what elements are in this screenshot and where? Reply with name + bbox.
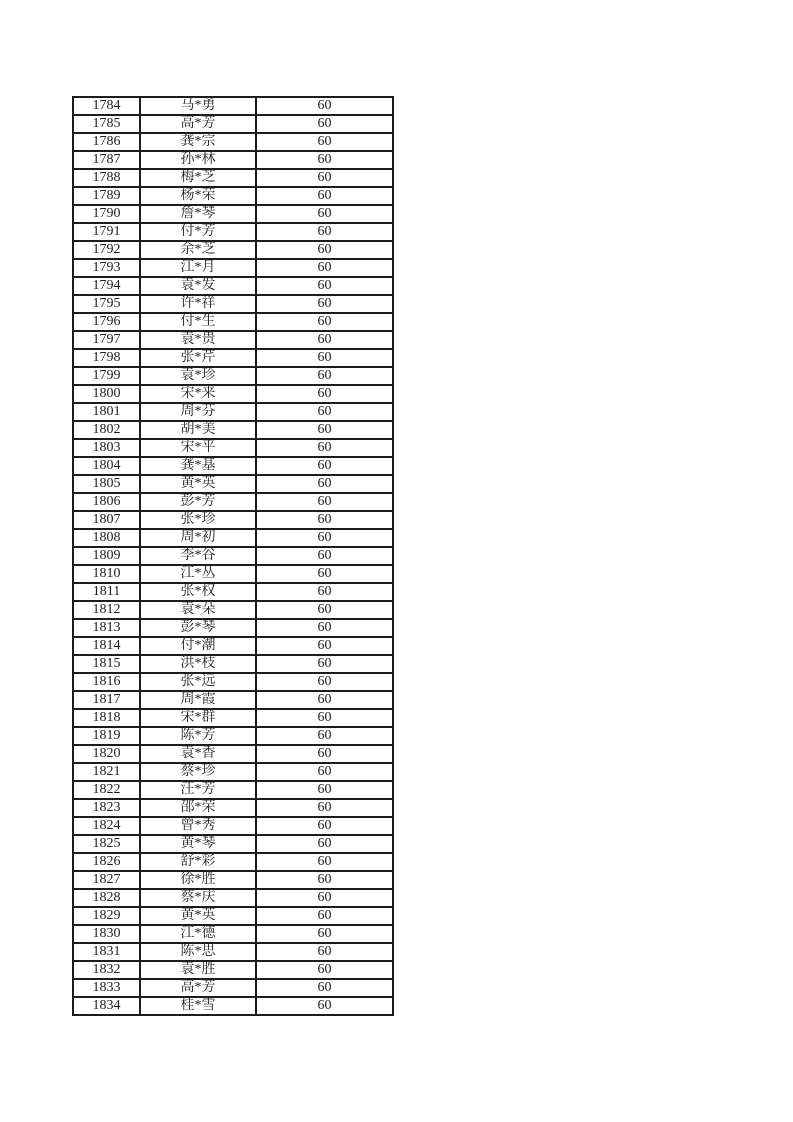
row-number-cell: 1807 <box>73 511 140 529</box>
name-cell: 黄*英 <box>140 907 256 925</box>
table-row <box>73 421 393 439</box>
table-row <box>73 439 393 457</box>
score-cell: 60 <box>256 979 393 997</box>
score-cell: 60 <box>256 115 393 133</box>
row-number-cell: 1815 <box>73 655 140 673</box>
score-cell: 60 <box>256 169 393 187</box>
table-row <box>73 133 393 151</box>
name-cell: 张*权 <box>140 583 256 601</box>
name-cell: 龚*基 <box>140 457 256 475</box>
table-row <box>73 313 393 331</box>
score-cell: 60 <box>256 637 393 655</box>
table-row <box>73 727 393 745</box>
row-number-cell: 1795 <box>73 295 140 313</box>
score-cell: 60 <box>256 709 393 727</box>
score-cell: 60 <box>256 691 393 709</box>
table-row <box>73 781 393 799</box>
table-row <box>73 655 393 673</box>
name-cell: 宋*群 <box>140 709 256 727</box>
row-number-cell: 1792 <box>73 241 140 259</box>
score-cell: 60 <box>256 349 393 367</box>
table-row <box>73 979 393 997</box>
score-cell: 60 <box>256 151 393 169</box>
score-cell: 60 <box>256 421 393 439</box>
table-row <box>73 151 393 169</box>
score-cell: 60 <box>256 331 393 349</box>
score-cell: 60 <box>256 853 393 871</box>
score-cell: 60 <box>256 241 393 259</box>
row-number-cell: 1784 <box>73 97 140 115</box>
score-cell: 60 <box>256 403 393 421</box>
name-cell: 袁*香 <box>140 745 256 763</box>
score-cell: 60 <box>256 871 393 889</box>
score-cell: 60 <box>256 529 393 547</box>
score-cell: 60 <box>256 727 393 745</box>
score-table-body <box>73 97 393 1015</box>
table-row <box>73 745 393 763</box>
table-row <box>73 241 393 259</box>
table-row <box>73 961 393 979</box>
name-cell: 宋*平 <box>140 439 256 457</box>
table-row <box>73 853 393 871</box>
table-row <box>73 997 393 1015</box>
name-cell: 周*初 <box>140 529 256 547</box>
name-cell: 高*芳 <box>140 115 256 133</box>
row-number-cell: 1827 <box>73 871 140 889</box>
name-cell: 高*芳 <box>140 979 256 997</box>
row-number-cell: 1816 <box>73 673 140 691</box>
table-row <box>73 295 393 313</box>
table-row <box>73 691 393 709</box>
table-row <box>73 367 393 385</box>
score-cell: 60 <box>256 385 393 403</box>
name-cell: 孙*林 <box>140 151 256 169</box>
row-number-cell: 1805 <box>73 475 140 493</box>
table-row <box>73 115 393 133</box>
score-cell: 60 <box>256 907 393 925</box>
table-row <box>73 493 393 511</box>
score-cell: 60 <box>256 475 393 493</box>
row-number-cell: 1821 <box>73 763 140 781</box>
row-number-cell: 1833 <box>73 979 140 997</box>
score-cell: 60 <box>256 925 393 943</box>
table-row <box>73 943 393 961</box>
name-cell: 彭*芳 <box>140 493 256 511</box>
name-cell: 陈*芳 <box>140 727 256 745</box>
score-cell: 60 <box>256 745 393 763</box>
table-row <box>73 565 393 583</box>
table-row <box>73 457 393 475</box>
row-number-cell: 1828 <box>73 889 140 907</box>
table-row <box>73 889 393 907</box>
score-cell: 60 <box>256 277 393 295</box>
score-cell: 60 <box>256 313 393 331</box>
row-number-cell: 1797 <box>73 331 140 349</box>
row-number-cell: 1820 <box>73 745 140 763</box>
name-cell: 周*芬 <box>140 403 256 421</box>
score-cell: 60 <box>256 205 393 223</box>
row-number-cell: 1811 <box>73 583 140 601</box>
score-cell: 60 <box>256 943 393 961</box>
name-cell: 周*霞 <box>140 691 256 709</box>
row-number-cell: 1803 <box>73 439 140 457</box>
name-cell: 付*芳 <box>140 223 256 241</box>
row-number-cell: 1831 <box>73 943 140 961</box>
name-cell: 蔡*庆 <box>140 889 256 907</box>
score-cell: 60 <box>256 601 393 619</box>
name-cell: 胡*美 <box>140 421 256 439</box>
name-cell: 洪*枝 <box>140 655 256 673</box>
row-number-cell: 1829 <box>73 907 140 925</box>
row-number-cell: 1813 <box>73 619 140 637</box>
table-row <box>73 619 393 637</box>
table-row <box>73 511 393 529</box>
row-number-cell: 1830 <box>73 925 140 943</box>
name-cell: 余*芝 <box>140 241 256 259</box>
name-cell: 江*月 <box>140 259 256 277</box>
name-cell: 袁*贵 <box>140 331 256 349</box>
row-number-cell: 1817 <box>73 691 140 709</box>
row-number-cell: 1823 <box>73 799 140 817</box>
row-number-cell: 1788 <box>73 169 140 187</box>
score-cell: 60 <box>256 259 393 277</box>
table-row <box>73 601 393 619</box>
table-row <box>73 205 393 223</box>
row-number-cell: 1812 <box>73 601 140 619</box>
row-number-cell: 1808 <box>73 529 140 547</box>
row-number-cell: 1791 <box>73 223 140 241</box>
row-number-cell: 1793 <box>73 259 140 277</box>
name-cell: 黄*英 <box>140 475 256 493</box>
table-row <box>73 223 393 241</box>
name-cell: 张*珍 <box>140 511 256 529</box>
name-cell: 舒*彩 <box>140 853 256 871</box>
row-number-cell: 1801 <box>73 403 140 421</box>
table-row <box>73 529 393 547</box>
name-cell: 许*祥 <box>140 295 256 313</box>
table-row <box>73 925 393 943</box>
row-number-cell: 1814 <box>73 637 140 655</box>
name-cell: 付*生 <box>140 313 256 331</box>
name-cell: 宋*来 <box>140 385 256 403</box>
name-cell: 马*勇 <box>140 97 256 115</box>
name-cell: 徐*胜 <box>140 871 256 889</box>
table-row <box>73 817 393 835</box>
table-row <box>73 187 393 205</box>
score-cell: 60 <box>256 961 393 979</box>
score-cell: 60 <box>256 673 393 691</box>
name-cell: 黄*琴 <box>140 835 256 853</box>
table-row <box>73 835 393 853</box>
table-row <box>73 763 393 781</box>
table-row <box>73 349 393 367</box>
table-row <box>73 637 393 655</box>
score-cell: 60 <box>256 799 393 817</box>
name-cell: 詹*琴 <box>140 205 256 223</box>
name-cell: 江*德 <box>140 925 256 943</box>
name-cell: 彭*琴 <box>140 619 256 637</box>
name-cell: 汪*芳 <box>140 781 256 799</box>
name-cell: 张*芹 <box>140 349 256 367</box>
score-cell: 60 <box>256 583 393 601</box>
table-row <box>73 259 393 277</box>
row-number-cell: 1798 <box>73 349 140 367</box>
table-row <box>73 277 393 295</box>
table-row <box>73 673 393 691</box>
score-cell: 60 <box>256 763 393 781</box>
score-cell: 60 <box>256 889 393 907</box>
row-number-cell: 1804 <box>73 457 140 475</box>
name-cell: 江*丛 <box>140 565 256 583</box>
score-cell: 60 <box>256 547 393 565</box>
score-cell: 60 <box>256 223 393 241</box>
name-cell: 张*远 <box>140 673 256 691</box>
name-cell: 曾*秀 <box>140 817 256 835</box>
row-number-cell: 1818 <box>73 709 140 727</box>
name-cell: 袁*发 <box>140 277 256 295</box>
row-number-cell: 1796 <box>73 313 140 331</box>
table-row <box>73 583 393 601</box>
score-table <box>72 96 394 1016</box>
score-cell: 60 <box>256 997 393 1015</box>
row-number-cell: 1787 <box>73 151 140 169</box>
table-row <box>73 709 393 727</box>
score-cell: 60 <box>256 187 393 205</box>
score-cell: 60 <box>256 295 393 313</box>
table-row <box>73 907 393 925</box>
row-number-cell: 1826 <box>73 853 140 871</box>
name-cell: 陈*思 <box>140 943 256 961</box>
row-number-cell: 1834 <box>73 997 140 1015</box>
table-row <box>73 169 393 187</box>
name-cell: 付*潮 <box>140 637 256 655</box>
row-number-cell: 1799 <box>73 367 140 385</box>
row-number-cell: 1806 <box>73 493 140 511</box>
score-cell: 60 <box>256 439 393 457</box>
name-cell: 李*谷 <box>140 547 256 565</box>
name-cell: 龚*宗 <box>140 133 256 151</box>
row-number-cell: 1825 <box>73 835 140 853</box>
row-number-cell: 1822 <box>73 781 140 799</box>
name-cell: 梅*芝 <box>140 169 256 187</box>
table-row <box>73 331 393 349</box>
score-cell: 60 <box>256 835 393 853</box>
name-cell: 杨*荣 <box>140 187 256 205</box>
table-row <box>73 799 393 817</box>
score-cell: 60 <box>256 565 393 583</box>
score-cell: 60 <box>256 619 393 637</box>
row-number-cell: 1790 <box>73 205 140 223</box>
row-number-cell: 1786 <box>73 133 140 151</box>
table-row <box>73 403 393 421</box>
name-cell: 袁*胜 <box>140 961 256 979</box>
row-number-cell: 1785 <box>73 115 140 133</box>
name-cell: 袁*珍 <box>140 367 256 385</box>
score-cell: 60 <box>256 781 393 799</box>
table-row <box>73 385 393 403</box>
row-number-cell: 1809 <box>73 547 140 565</box>
score-cell: 60 <box>256 493 393 511</box>
table-row <box>73 547 393 565</box>
row-number-cell: 1832 <box>73 961 140 979</box>
score-cell: 60 <box>256 133 393 151</box>
score-cell: 60 <box>256 655 393 673</box>
row-number-cell: 1824 <box>73 817 140 835</box>
name-cell: 桂*雪 <box>140 997 256 1015</box>
row-number-cell: 1794 <box>73 277 140 295</box>
score-cell: 60 <box>256 817 393 835</box>
row-number-cell: 1810 <box>73 565 140 583</box>
row-number-cell: 1800 <box>73 385 140 403</box>
score-cell: 60 <box>256 97 393 115</box>
row-number-cell: 1819 <box>73 727 140 745</box>
name-cell: 蔡*珍 <box>140 763 256 781</box>
score-cell: 60 <box>256 511 393 529</box>
name-cell: 袁*朵 <box>140 601 256 619</box>
score-cell: 60 <box>256 367 393 385</box>
table-row <box>73 871 393 889</box>
name-cell: 邵*荣 <box>140 799 256 817</box>
score-cell: 60 <box>256 457 393 475</box>
table-row <box>73 475 393 493</box>
table-row <box>73 97 393 115</box>
row-number-cell: 1802 <box>73 421 140 439</box>
row-number-cell: 1789 <box>73 187 140 205</box>
